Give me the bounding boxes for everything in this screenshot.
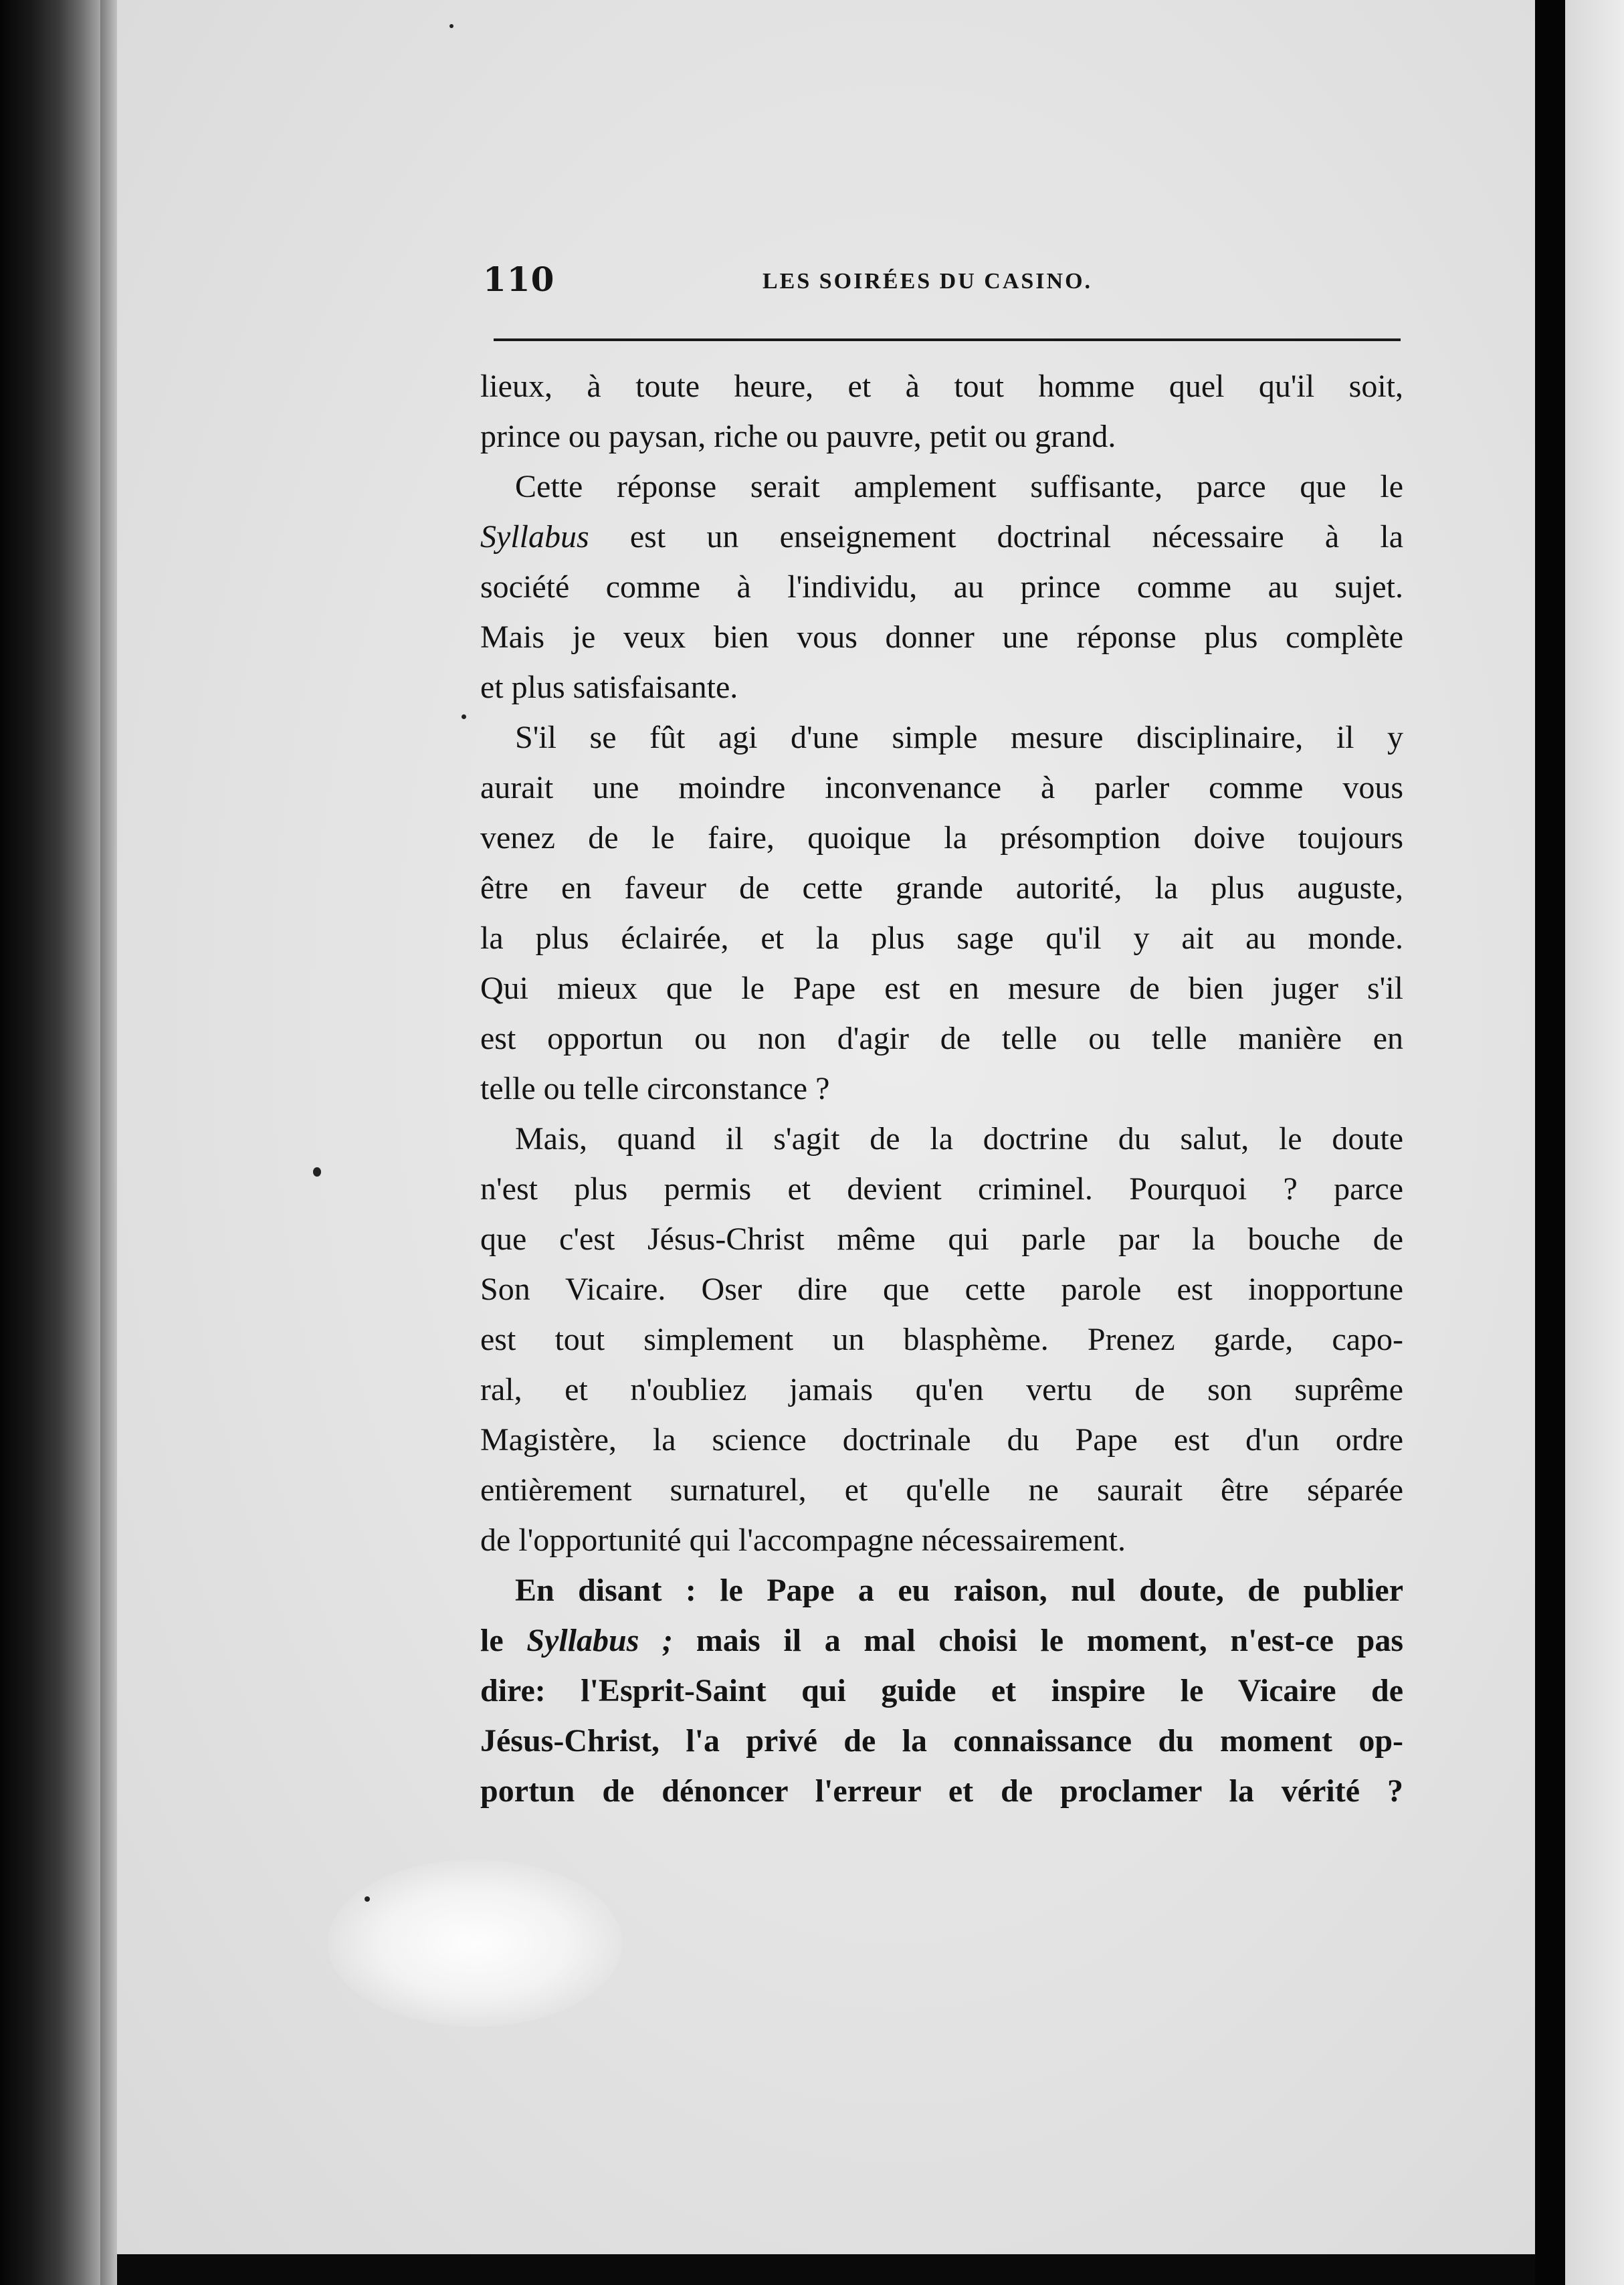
italic-word: Syllabus [480, 519, 589, 555]
text-line: S'il se fût agi d'une simple mesure disciplinaire, il y [515, 720, 1403, 755]
ink-speck [365, 1896, 370, 1902]
bold-paragraph [480, 1565, 1403, 1816]
text-line: lieux, à toute heure, et à tout homme quel qu'il soit, [480, 369, 1403, 404]
ink-speck [449, 24, 453, 28]
ink-speck [462, 714, 466, 719]
text-line: venez de le faire, quoique la présomption doive toujours [480, 820, 1403, 856]
text-line: portun de dénoncer l'erreur et de proclamer la vérité ? [480, 1773, 1403, 1809]
text-line: la plus éclairée, et la plus sage qu'il y ait au monde. [480, 920, 1403, 956]
text-line: Magistère, la science doctrinale du Pape est d'un ordre [480, 1422, 1403, 1458]
text-line: Mais, quand il s'agit de la doctrine du salut, le doute [515, 1121, 1403, 1157]
text-line: que c'est Jésus-Christ même qui parle par la bouche de [480, 1221, 1403, 1257]
adjacent-page-edge [1565, 0, 1624, 2285]
text-line: aurait une moindre inconvenance à parler comme vous [480, 770, 1403, 805]
text-line [480, 1615, 1403, 1666]
page-number: 110 [483, 260, 555, 299]
text-line [480, 512, 1403, 562]
line-rest: mais il a mal choisi le moment, n'est-ce pas [696, 1623, 1404, 1658]
book-spine-shadow [0, 0, 107, 2285]
text-line: de l'opportunité qui l'accompagne nécessairement. [480, 1522, 1126, 1558]
text-line: est tout simplement un blasphème. Prenez garde, capo- [480, 1322, 1403, 1357]
text-line: n'est plus permis et devient criminel. Pourquoi ? parce [480, 1171, 1403, 1207]
stain-mark [328, 1860, 622, 2027]
text-line: société comme à l'individu, au prince comme au sujet. [480, 569, 1403, 605]
ink-speck [313, 1167, 321, 1177]
text-line: entièrement surnaturel, et qu'elle ne saurait être séparée [480, 1472, 1403, 1508]
text-line: En disant : le Pape a eu raison, nul doute, de publier [515, 1573, 1403, 1608]
running-title: LES SOIRÉES DU CASINO. [763, 269, 1093, 294]
text-line: est opportun ou non d'agir de telle ou telle manière en [480, 1021, 1403, 1056]
bottom-border [117, 2254, 1535, 2285]
text-line: telle ou telle circonstance ? [480, 1071, 830, 1106]
text-line: ral, et n'oubliez jamais qu'en vertu de son suprême [480, 1372, 1403, 1407]
text-line: être en faveur de cette grande autorité, la plus auguste, [480, 870, 1403, 906]
text-line: prince ou paysan, riche ou pauvre, petit ou grand. [480, 419, 1116, 454]
text-line: Son Vicaire. Oser dire que cette parole est inopportune [480, 1272, 1403, 1307]
text-line: Mais je veux bien vous donner une réponse plus complète [480, 619, 1403, 655]
line-start: le [480, 1623, 504, 1658]
right-gutter [1535, 0, 1565, 2285]
text-line: Cette réponse serait amplement suffisante, parce que le [515, 469, 1403, 504]
body-text [480, 361, 1403, 1816]
text-line: et plus satisfaisante. [480, 670, 738, 705]
italic-word: Syllabus ; [526, 1623, 674, 1658]
text-line: Qui mieux que le Pape est en mesure de bien juger s'il [480, 971, 1403, 1006]
header-rule [494, 338, 1401, 341]
line-rest: est un enseignement doctrinal nécessaire à la [629, 519, 1404, 555]
text-line: dire: l'Esprit-Saint qui guide et inspire le Vicaire de [480, 1673, 1403, 1708]
text-line: Jésus-Christ, l'a privé de la connaissance du moment op- [480, 1723, 1403, 1759]
